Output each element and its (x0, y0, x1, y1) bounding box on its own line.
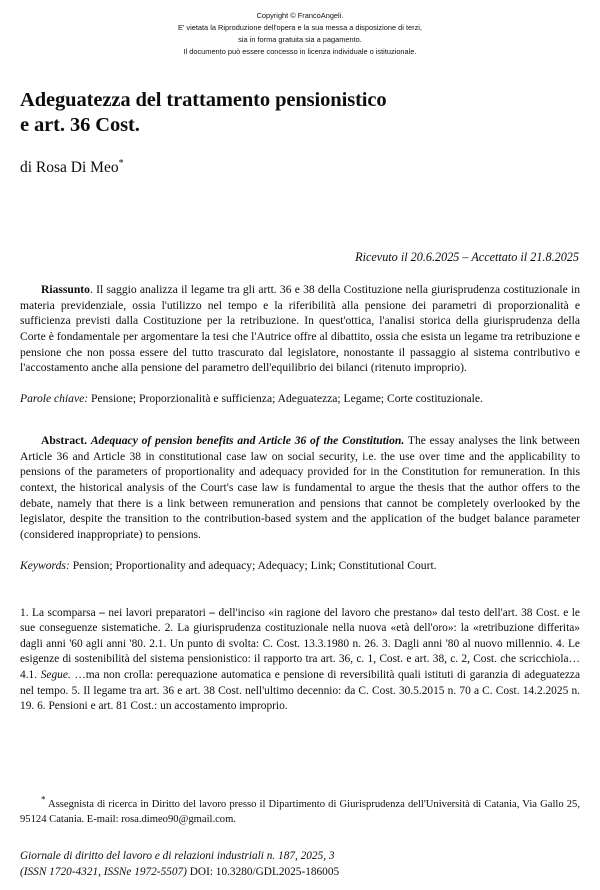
summary-part-1: 1. La scomparsa (20, 606, 100, 619)
copyright-notice (20, 0, 580, 58)
summary-part-2: nei lavori preparatori (104, 606, 210, 619)
summary-part-4: …ma non crolla: perequazione automatica e pensione di reversibilità quali istituti di garanzia di adeguatezza nel tempo. 5. Il legame tra art. 36 e art. 38 Cost. nell'ultimo decennio: da C. Cost. 30.5.2015 n. 70 a C. Cost. 14.2.2025 n. 19. 6. Pensioni e art. 81 Cost.: un accostamento improprio. (20, 669, 580, 713)
doi-value: 10.3280/GDL2025-186005 (212, 866, 340, 879)
abstract-italian (20, 282, 580, 376)
abstract-italian-label: Riassunto (41, 282, 90, 296)
footnote-text: Assegnista di ricerca in Diritto del lavoro presso il Dipartimento di Giurisprudenza dell'Università di Catania, Via Gallo 25, 95124 Catania. E-mail: rosa.dimeo90@gmail.com. (20, 799, 580, 825)
page-title (20, 88, 580, 138)
journal-issn-doi-line (20, 864, 580, 880)
keywords-english-value: Pension; Proportionality and adequacy; Adequacy; Link; Constitutional Court. (72, 558, 437, 572)
author-footnote-marker: * (118, 158, 124, 170)
copyright-line-1: Copyright © FrancoAngeli. (256, 11, 344, 20)
abstract-english-label: Abstract. (41, 433, 88, 447)
keywords-english (20, 558, 580, 574)
summary-dash-2: – (209, 606, 215, 619)
author-name: di Rosa Di Meo (20, 159, 119, 177)
received-accepted-dates: Ricevuto il 20.6.2025 – Accettato il 21.8.2025 (355, 249, 579, 264)
copyright-line-2: E' vietata la Riproduzione dell'opera e la sua messa a disposizione di terzi, (178, 22, 422, 32)
footnote-marker: * (41, 794, 46, 805)
doi-label: DOI: (186, 866, 213, 879)
abstract-english-title: Adequacy of pension benefits and Article 36 of the Constitution. (90, 433, 405, 447)
keywords-english-label: Keywords: (20, 558, 70, 572)
keywords-italian-value: Pensione; Proporzionalità e sufficienza; Adeguatezza; Legame; Corte costituzionale. (91, 392, 483, 406)
journal-issn: (ISSN 1720-4321, ISSNe 1972-5507) (20, 866, 187, 879)
author-byline (20, 159, 580, 178)
article-summary (20, 606, 580, 715)
journal-name-line: Giornale di diritto del lavoro e di relazioni industriali n. 187, 2025, 3 (20, 850, 335, 862)
keywords-italian (20, 391, 580, 407)
copyright-line-3: sia in forma gratuita sia a pagamento. (238, 34, 362, 44)
keywords-italian-label: Parole chiave: (20, 392, 89, 406)
abstract-italian-body: . Il saggio analizza il legame tra gli artt. 36 e 38 della Costituzione nella giurisprudenza costituzionale in materia previdenziale, ossia l'utilizzo nel tempo e la riferibilità alla pensione dei parametri di proporzionalità e sufficienza previsti dalla Costituzione per la retribuzione. In quest'ottica, l'analisi storica della giurisprudenza della Corte è fondamentale per argomentare la tesi che l'Autrice offre al dibattito, ossia che esista un legame tra retribuzione e pensione che non possa essere del tutto trascurato dal legislatore, nonostante il passaggio al sistema contributivo e l'accostamento anche alla pensione del parametro dell'equilibrio dei bilanci (ritenuto improprio). (20, 282, 580, 375)
journal-citation-footer (20, 848, 580, 880)
page-title-line-2: e art. 36 Cost. (20, 114, 140, 137)
summary-segue-label: Segue. (40, 669, 71, 682)
page-title-line-1: Adeguatezza del trattamento pensionistico (20, 88, 387, 111)
author-affiliation-footnote (20, 794, 580, 827)
title-block (20, 88, 580, 178)
abstract-english (20, 433, 580, 543)
summary-part-3: dell'inciso «in ragione del lavoro che prestano» dal testo dell'art. 38 Cost. e le sue conseguenze sistematiche. 2. La giurisprudenza costituzionale nella nuova «età dell'oro»: la «retribuzione differita» dagli anni '60 agli anni '80. 2.1. Un punto di svolta: C. Cost. 13.3.1980 n. 26. 3. Dagli anni '80 al nuovo millennio. 4. Le esigenze di sostenibilità del sistema pensionistico: il rapporto tra art. 36, c. 1, Cost. e art. 38, c. 2, Cost. che scricchiola… 4.1. (20, 606, 580, 682)
summary-dash-1: – (99, 606, 105, 619)
abstract-english-body: The essay analyses the link between Article 36 and Article 38 in constitutional case law on social security, i.e. the use over time and the applicability to pensions of the parameters of proportionality and adequacy provided for in the Constitution for remuneration. In this context, the historical analysis of the Court's case law is fundamental to argue the thesis that the author offers to the debate, namely that there is a link between remuneration and pensions that cannot be completely overlooked by the legislator, despite the transition to the contribution-based system and the application of the budget balance parameter (considered inappropriate) to pensions. (20, 433, 580, 542)
copyright-line-4: Il documento può essere concesso in licenza individuale o istituzionale. (183, 46, 417, 56)
